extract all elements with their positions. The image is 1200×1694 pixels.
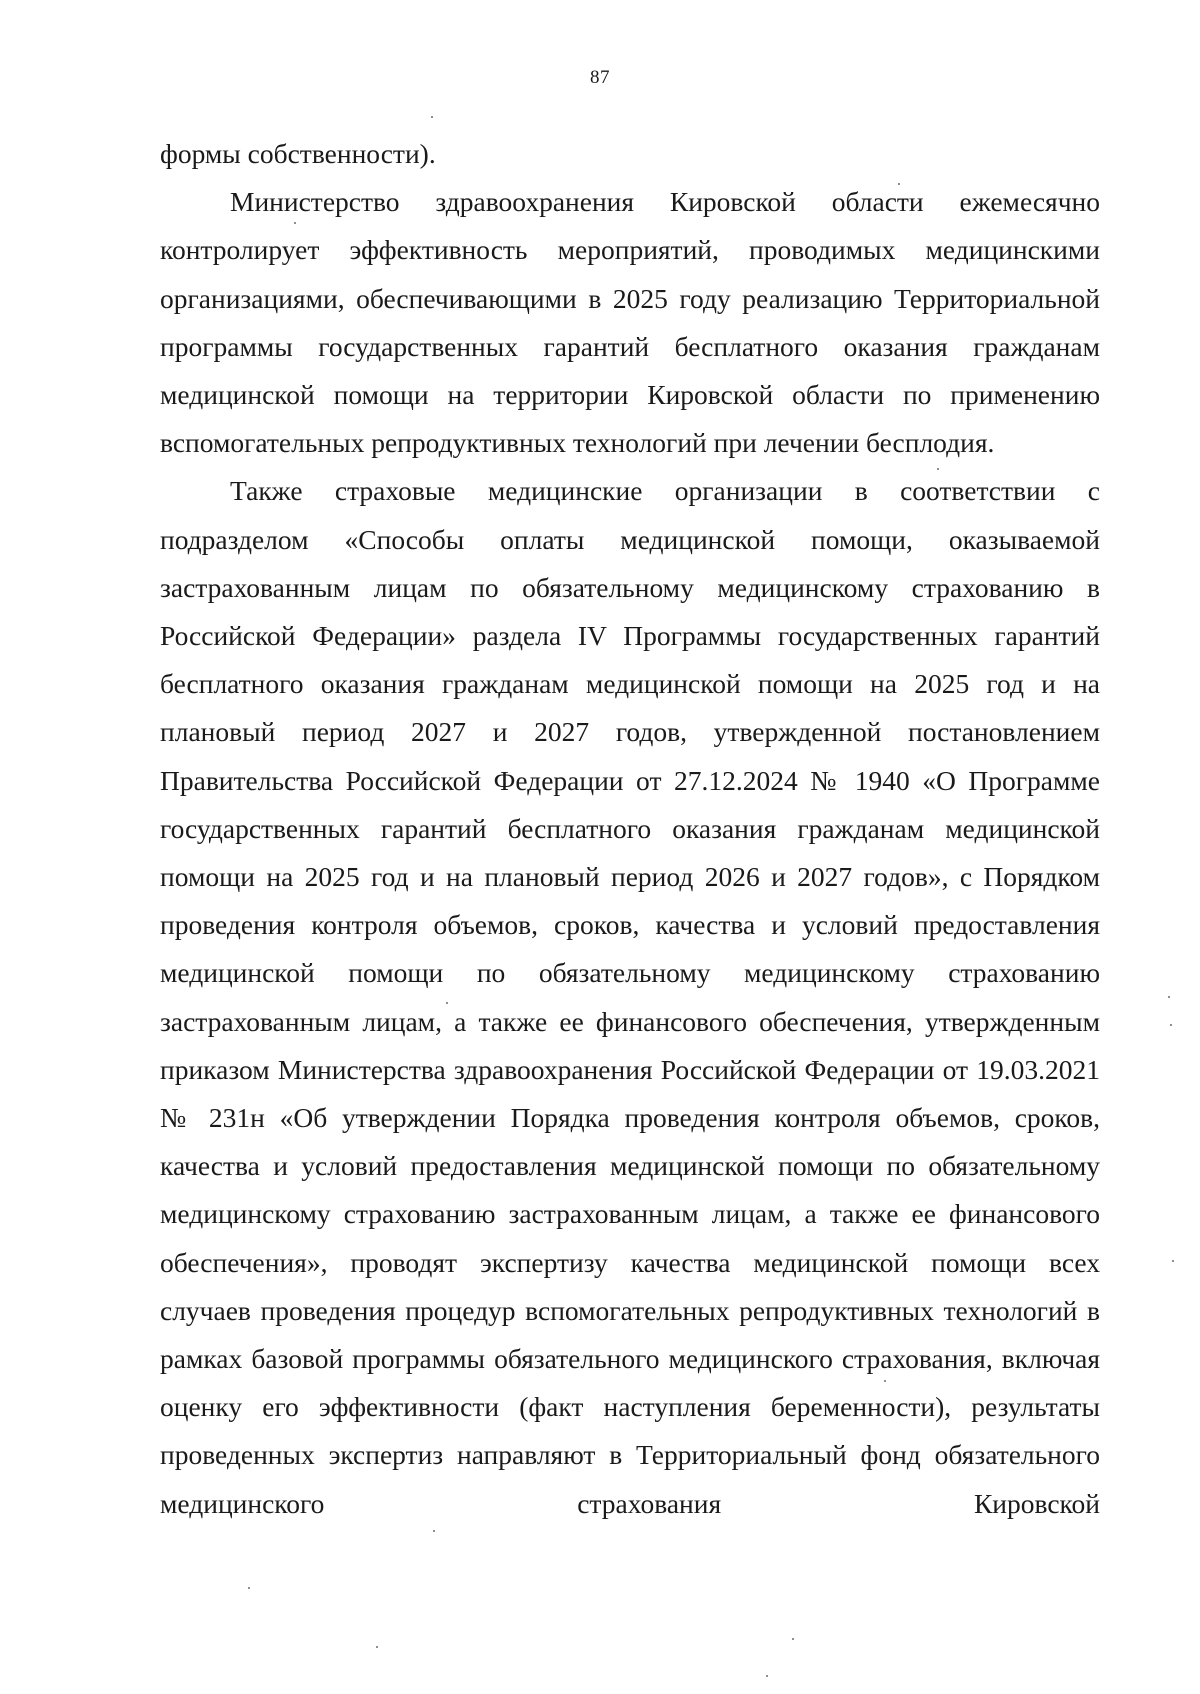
scan-speck xyxy=(766,1675,768,1677)
scan-speck xyxy=(433,1530,435,1532)
scan-speck xyxy=(446,1002,448,1004)
scan-speck xyxy=(1170,1024,1172,1026)
scan-speck xyxy=(884,1380,886,1382)
scan-speck xyxy=(1172,1260,1174,1262)
scan-speck xyxy=(898,183,900,185)
scan-speck xyxy=(431,116,433,118)
scan-speck xyxy=(1168,996,1170,998)
scan-speck xyxy=(248,1587,250,1589)
paragraph-continuation: формы собственности). xyxy=(160,138,436,169)
scan-speck xyxy=(937,468,939,470)
scan-speck xyxy=(792,1638,794,1640)
document-body xyxy=(160,130,1100,1528)
paragraph-ministry-control: Министерство здравоохранения Кировской области ежемесячно контролирует эффективность мероприятий, проводимых медицинскими организациями, обеспечивающими в 2025 году реализацию Территориальной программы государственных гарантий бесплатного оказания гражданам медицинской помощи на территории Кировской области по применению вспомогательных репродуктивных технологий при лечении бесплодия. xyxy=(160,186,1100,459)
paragraph-insurance-organizations: Также страховые медицинские организации в соответствии с подразделом «Способы оплаты медицинской помощи, оказываемой застрахованным лицам по обязательному медицинскому страхованию в Российской Федерации» раздела IV Программы государственных гарантий бесплатного оказания гражданам медицинской помощи на 2025 год и на плановый период 2027 и 2027 годов, утвержденной постановлением Правительства Российской Федерации от 27.12.2024 № 1940 «О Программе государственных гарантий бесплатного оказания гражданам медицинской помощи на 2025 год и на плановый период 2026 и 2027 годов», с Порядком проведения контроля объемов, сроков, качества и условий предоставления медицинской помощи по обязательному медицинскому страхованию застрахованным лицам, а также ее финансового обеспечения, утвержденным приказом Министерства здравоохранения Российской Федерации от 19.03.2021 № 231н «Об утверждении Порядка проведения контроля объемов, сроков, качества и условий предоставления медицинской помощи по обязательному медицинскому страхованию застрахованным лицам, а также ее финансового обеспечения», проводят экспертизу качества медицинской помощи всех случаев проведения процедур вспомогательных репродуктивных технологий в рамках базовой программы обязательного медицинского страхования, включая оценку его эффективности (факт наступления беременности), результаты проведенных экспертиз направляют в Территориальный фонд обязательного медицинского страхования Кировской xyxy=(160,475,1100,1519)
scan-speck xyxy=(376,1646,378,1648)
scan-speck xyxy=(294,222,296,224)
page-number: 87 xyxy=(590,67,610,88)
